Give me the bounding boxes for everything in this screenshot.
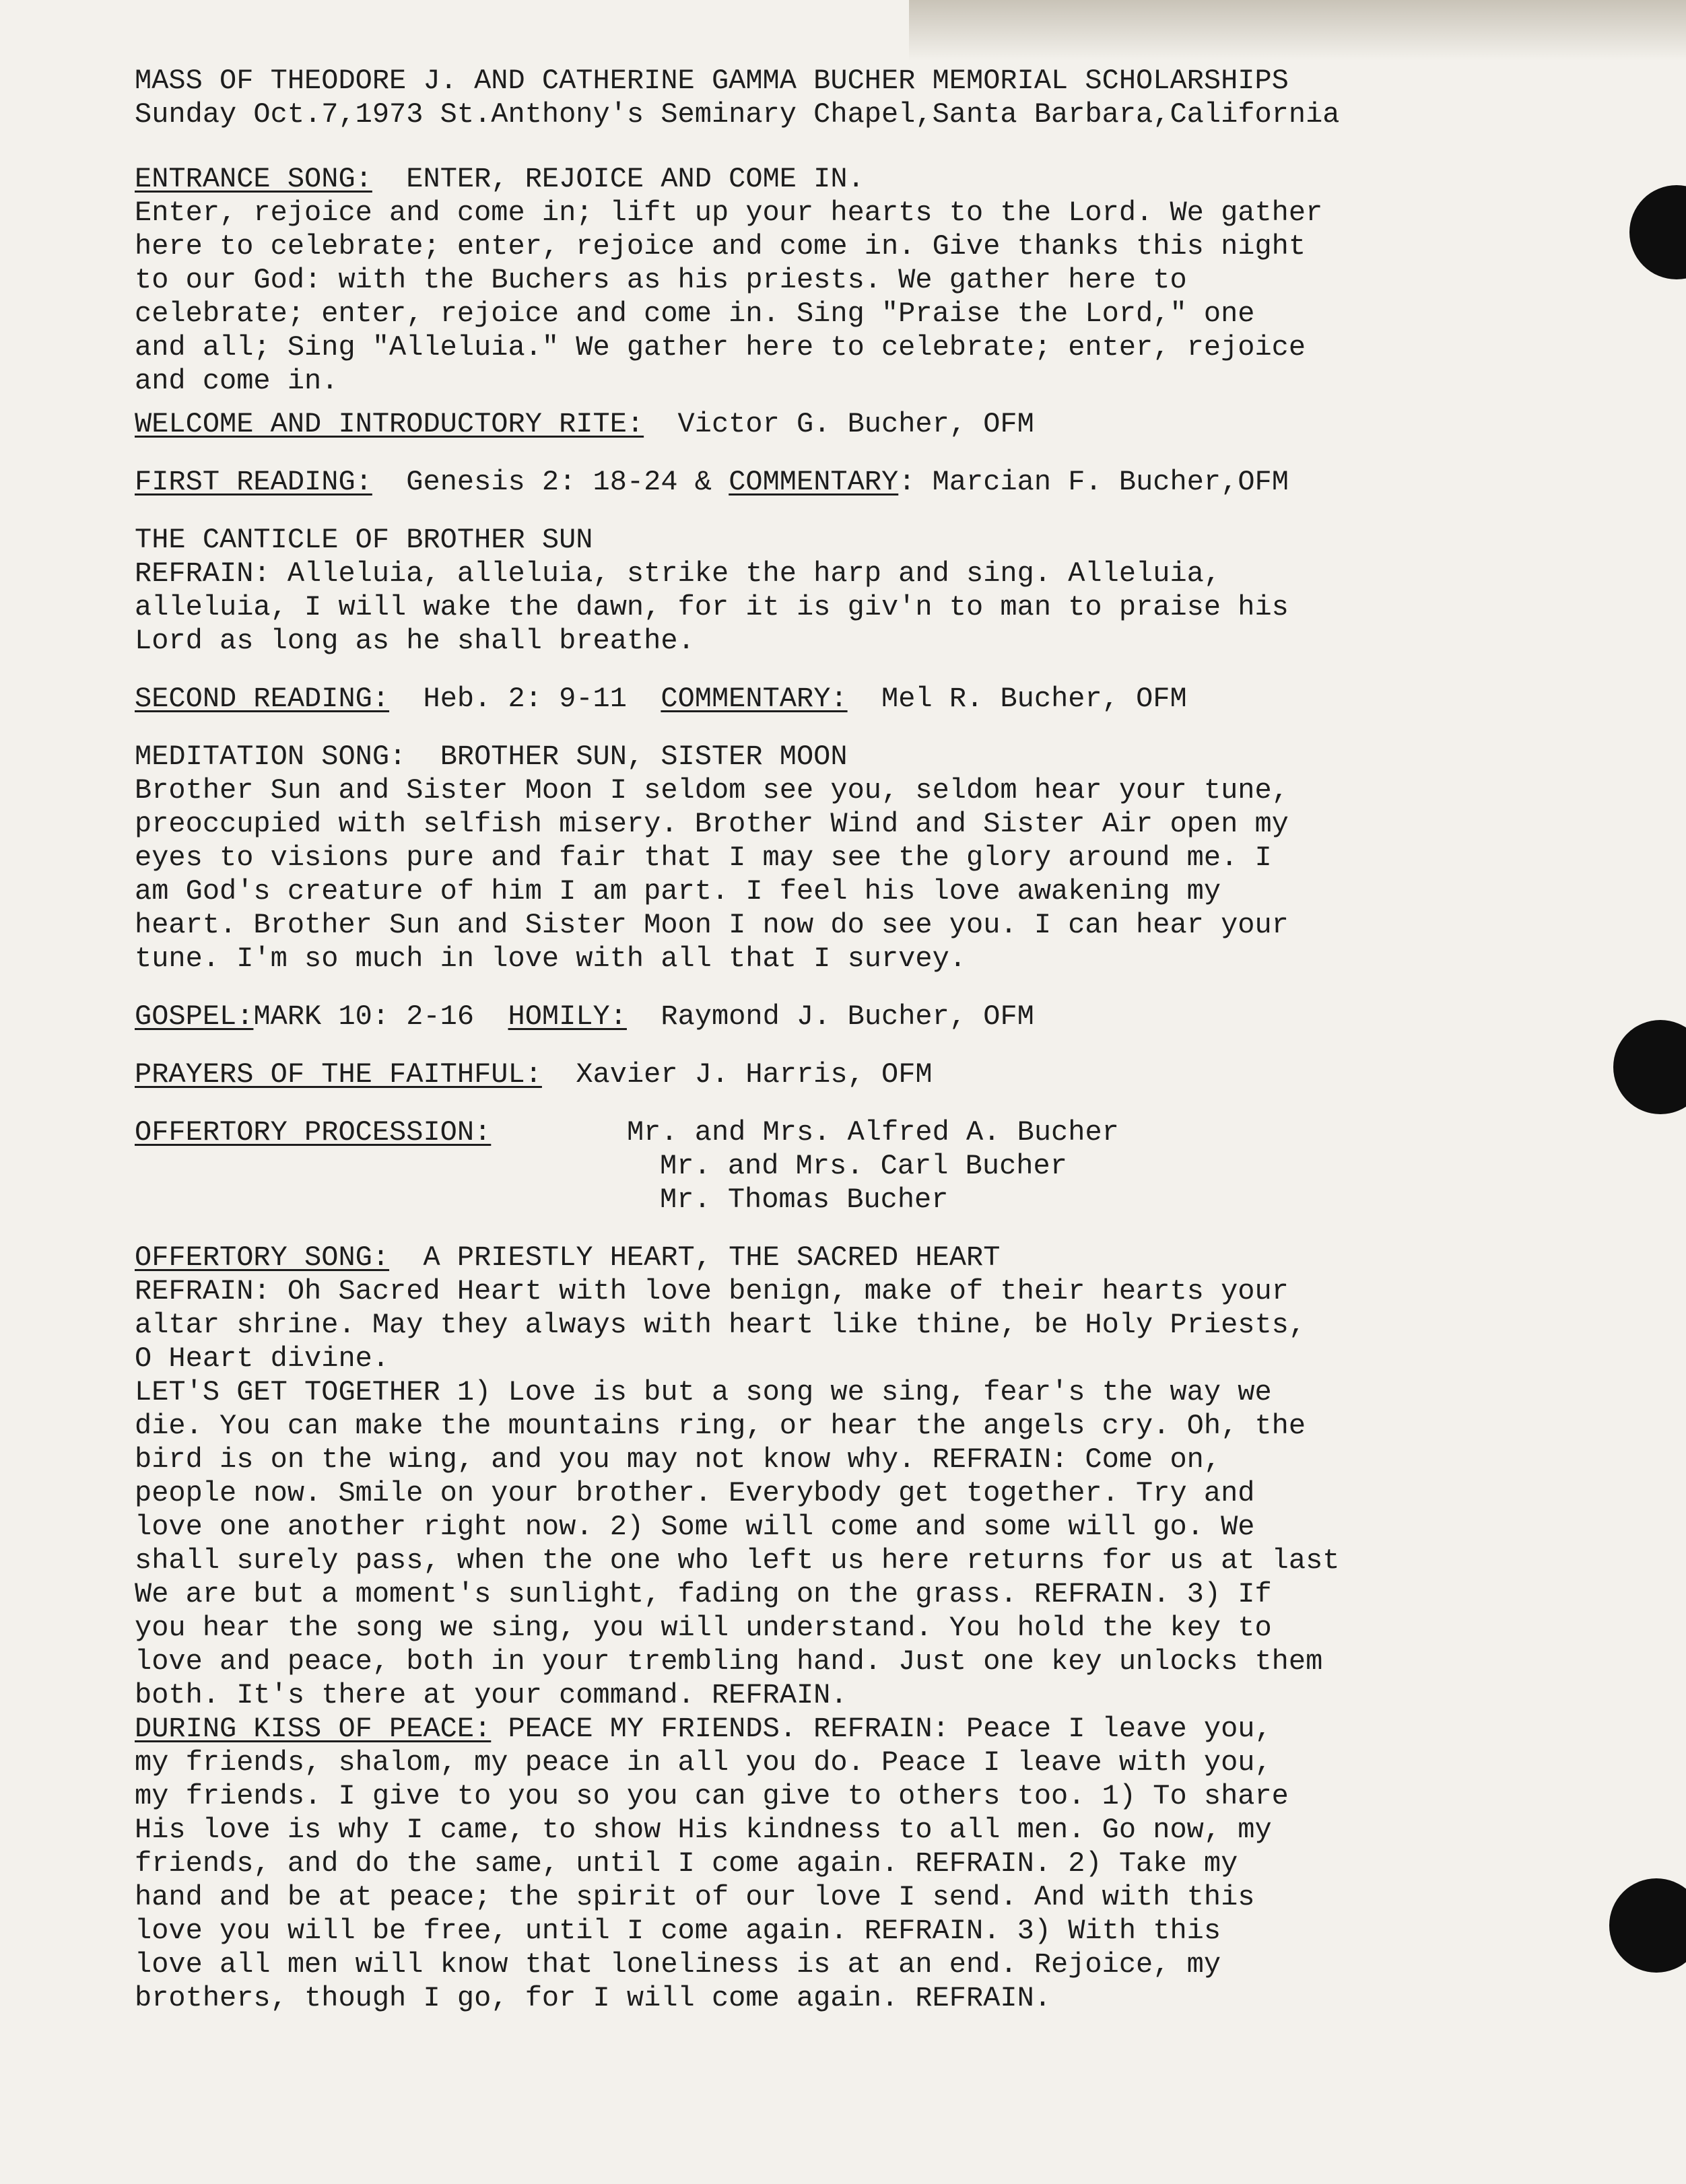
program-text bbox=[135, 64, 1603, 2015]
meditation-line: tune. I'm so much in love with all that I survey. bbox=[135, 943, 967, 975]
kiss-of-peace-label: DURING KISS OF PEACE: bbox=[135, 1713, 492, 1745]
homily-text: Raymond J. Bucher, OFM bbox=[661, 1000, 1034, 1033]
header-line-2: Sunday Oct.7,1973 St.Anthony's Seminary Chapel,Santa Barbara,California bbox=[135, 98, 1340, 131]
meditation-label: MEDITATION SONG: bbox=[135, 741, 407, 773]
lets-get-together-first-line: 1) Love is but a song we sing, fear's the way we bbox=[440, 1376, 1272, 1408]
welcome-text: Victor G. Bucher, OFM bbox=[677, 408, 1034, 440]
kiss-of-peace-heading bbox=[135, 1712, 1603, 1746]
lets-get-together-heading bbox=[135, 1375, 1603, 1409]
welcome-heading bbox=[135, 407, 1603, 441]
prayers-heading bbox=[135, 1058, 1603, 1091]
meditation-line: Brother Sun and Sister Moon I seldom see you, seldom hear your tune, bbox=[135, 774, 1289, 807]
meditation-line: preoccupied with selfish misery. Brother Wind and Sister Air open my bbox=[135, 808, 1289, 840]
offertory-procession-name: Mr. and Mrs. Carl Bucher bbox=[660, 1150, 1067, 1182]
gospel-heading bbox=[135, 1000, 1603, 1033]
offertory-song-label: OFFERTORY SONG: bbox=[135, 1241, 390, 1274]
entrance-heading bbox=[135, 162, 1603, 196]
meditation-line: heart. Brother Sun and Sister Moon I now do see you. I can hear your bbox=[135, 909, 1289, 941]
kiss-of-peace-line: brothers, though I go, for I will come again. REFRAIN. bbox=[135, 1982, 1052, 2014]
lets-get-together-line: shall surely pass, when the one who left us here returns for us at last bbox=[135, 1544, 1340, 1577]
punch-hole-bottom bbox=[1609, 1878, 1686, 1973]
kiss-of-peace-line: His love is why I came, to show His kindness to all men. Go now, my bbox=[135, 1814, 1272, 1846]
punch-hole-top bbox=[1629, 185, 1686, 279]
canticle-title: THE CANTICLE OF BROTHER SUN bbox=[135, 524, 593, 556]
homily-label: HOMILY: bbox=[508, 1000, 627, 1033]
kiss-of-peace-line: hand and be at peace; the spirit of our love I send. And with this bbox=[135, 1881, 1255, 1913]
meditation-line: am God's creature of him I am part. I feel his love awakening my bbox=[135, 875, 1221, 908]
header-line-1: MASS OF THEODORE J. AND CATHERINE GAMMA BUCHER MEMORIAL SCHOLARSHIPS bbox=[135, 65, 1289, 97]
kiss-of-peace-line: friends, and do the same, until I come again. REFRAIN. 2) Take my bbox=[135, 1847, 1238, 1880]
gospel-label: GOSPEL: bbox=[135, 1000, 254, 1033]
entrance-line: here to celebrate; enter, rejoice and come in. Give thanks this night bbox=[135, 230, 1306, 263]
commentary-label: COMMENTARY bbox=[729, 466, 899, 498]
offertory-song-title: A PRIESTLY HEART, THE SACRED HEART bbox=[423, 1241, 1001, 1274]
lets-get-together-line: you hear the song we sing, you will understand. You hold the key to bbox=[135, 1612, 1272, 1644]
kiss-of-peace-line: love you will be free, until I come again. REFRAIN. 3) With this bbox=[135, 1915, 1221, 1947]
second-commentary-label: COMMENTARY: bbox=[661, 683, 848, 715]
canticle-line: Lord as long as he shall breathe. bbox=[135, 625, 695, 657]
meditation-title: BROTHER SUN, SISTER MOON bbox=[440, 741, 848, 773]
commentary-text: : Marcian F. Bucher,OFM bbox=[898, 466, 1289, 498]
second-reading-heading bbox=[135, 682, 1603, 716]
offertory-song-line: REFRAIN: Oh Sacred Heart with love benign, make of their hearts your bbox=[135, 1275, 1289, 1307]
offertory-song-line: altar shrine. May they always with heart like thine, be Holy Priests, bbox=[135, 1309, 1306, 1341]
offertory-procession-name: Mr. and Mrs. Alfred A. Bucher bbox=[626, 1116, 1119, 1149]
offertory-song-line: O Heart divine. bbox=[135, 1342, 390, 1375]
entrance-line: Enter, rejoice and come in; lift up your hearts to the Lord. We gather bbox=[135, 197, 1323, 229]
entrance-label: ENTRANCE SONG: bbox=[135, 163, 372, 195]
lets-get-together-line: people now. Smile on your brother. Everybody get together. Try and bbox=[135, 1477, 1255, 1509]
lets-get-together-line: We are but a moment's sunlight, fading on the grass. REFRAIN. 3) If bbox=[135, 1578, 1272, 1610]
offertory-procession-label: OFFERTORY PROCESSION: bbox=[135, 1116, 492, 1149]
meditation-line: eyes to visions pure and fair that I may see the glory around me. I bbox=[135, 842, 1272, 874]
punch-hole-middle bbox=[1613, 1020, 1686, 1114]
first-reading-heading bbox=[135, 465, 1603, 499]
kiss-of-peace-line: my friends. I give to you so you can give to others too. 1) To share bbox=[135, 1780, 1289, 1812]
lets-get-together-line: both. It's there at your command. REFRAIN. bbox=[135, 1679, 848, 1711]
prayers-label: PRAYERS OF THE FAITHFUL: bbox=[135, 1058, 542, 1091]
entrance-line: to our God: with the Buchers as his priests. We gather here to bbox=[135, 264, 1187, 296]
kiss-of-peace-line: my friends, shalom, my peace in all you do. Peace I leave with you, bbox=[135, 1746, 1272, 1779]
entrance-line: and all; Sing "Alleluia." We gather here to celebrate; enter, rejoice bbox=[135, 331, 1306, 364]
lets-get-together-line: die. You can make the mountains ring, or hear the angels cry. Oh, the bbox=[135, 1410, 1306, 1442]
first-reading-label: FIRST READING: bbox=[135, 466, 372, 498]
meditation-heading bbox=[135, 740, 1603, 774]
gospel-text: MARK 10: 2-16 bbox=[253, 1000, 475, 1033]
welcome-label: WELCOME AND INTRODUCTORY RITE: bbox=[135, 408, 644, 440]
canticle-line: REFRAIN: Alleluia, alleluia, strike the harp and sing. Alleluia, bbox=[135, 557, 1221, 590]
second-commentary-text: Mel R. Bucher, OFM bbox=[881, 683, 1187, 715]
offertory-song-heading bbox=[135, 1241, 1603, 1274]
entrance-line: celebrate; enter, rejoice and come in. Sing "Praise the Lord," one bbox=[135, 298, 1255, 330]
lets-get-together-line: love and peace, both in your trembling hand. Just one key unlocks them bbox=[135, 1645, 1323, 1678]
prayers-text: Xavier J. Harris, OFM bbox=[576, 1058, 933, 1091]
lets-get-together-line: love one another right now. 2) Some will come and some will go. We bbox=[135, 1511, 1255, 1543]
canticle-line: alleluia, I will wake the dawn, for it is giv'n to man to praise his bbox=[135, 591, 1289, 623]
first-reading-text: Genesis 2: 18-24 & bbox=[406, 466, 712, 498]
entrance-line: and come in. bbox=[135, 365, 339, 397]
kiss-of-peace-first-line: PEACE MY FRIENDS. REFRAIN: Peace I leave you, bbox=[491, 1713, 1272, 1745]
lets-get-together-line: bird is on the wing, and you may not know why. REFRAIN: Come on, bbox=[135, 1443, 1221, 1476]
lets-get-together-title: LET'S GET TOGETHER bbox=[135, 1376, 440, 1408]
offertory-procession-name: Mr. Thomas Bucher bbox=[660, 1184, 949, 1216]
entrance-title: ENTER, REJOICE AND COME IN. bbox=[406, 163, 865, 195]
offertory-procession-heading bbox=[135, 1116, 1603, 1149]
second-reading-label: SECOND READING: bbox=[135, 683, 390, 715]
paper-stain bbox=[909, 0, 1686, 61]
kiss-of-peace-line: love all men will know that loneliness is at an end. Rejoice, my bbox=[135, 1948, 1221, 1981]
second-reading-text: Heb. 2: 9-11 bbox=[423, 683, 627, 715]
